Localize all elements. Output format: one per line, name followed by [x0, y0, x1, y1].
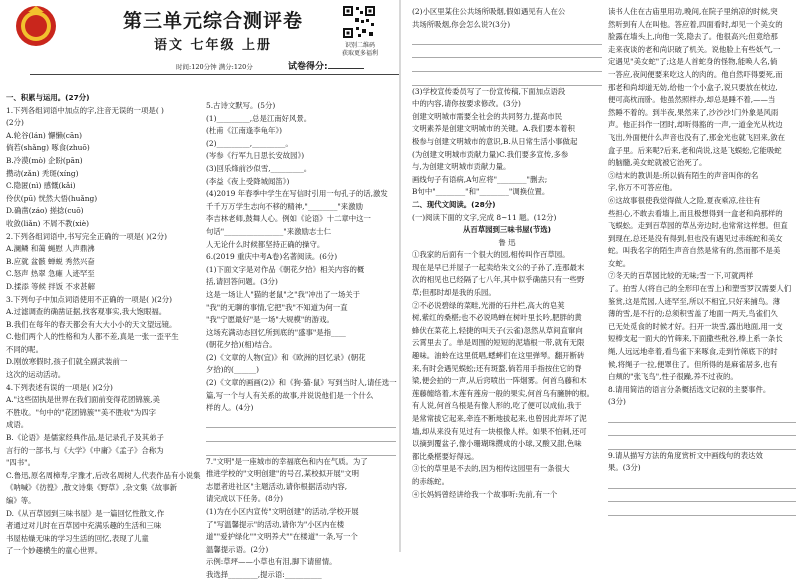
text-line: 9.请从描写方法的角度赏析文中画线句的表达效	[608, 450, 763, 460]
text-line: 然睡不着的。到半夜,果然来了,沙沙沙!门外象是风雨	[608, 107, 779, 117]
text-line: 鉴赏,这是荒园,人迹罕至,所以不相宜,只好来捕鸟。薄	[608, 296, 780, 306]
text-line: 然听到有人在叫他。答应着,四面看时,却见一个美女的	[608, 19, 783, 29]
text-line: (1)为在小区内宣传"文明创建"的活动,学校开展	[206, 507, 359, 516]
text-line: 人无论什么时候都坚持正确的操守。	[206, 239, 325, 249]
text-line: 句话"________________"来激励志士仁	[206, 226, 332, 236]
text-line: 一答应,夜间便要来吃这人的肉的。他自然吓得要死,而	[608, 69, 783, 79]
text-line: (2)_________,_________。	[206, 138, 293, 148]
text-line: 声。他正抖作一团时,却听得豁的一声,一道金光从枕边	[608, 120, 783, 130]
text-line: 这场充满动态回忆所到底的"盛事"是指____	[206, 327, 346, 337]
text-line: 到现在,总还是没有得到,但也没有遇见过赤练蛇和美女	[608, 233, 783, 243]
text-line: 蜂伏在菜花上,轻捷的叫天子(云雀)忽然从草间直窜向	[412, 325, 583, 335]
text-line: 梁,便会拍的一声,从后窍喷出一阵烟雾。何首乌藤和木	[412, 376, 587, 386]
text-line: ⑦冬天的百草园比较的无味;雪一下,可就两样	[608, 271, 754, 281]
text-line: 括,请回答问题。(3分)	[206, 277, 278, 287]
text-line: 现在是早已并屋子一起卖给朱文公的子孙了,连那最末	[412, 262, 585, 272]
section-heading: 二、现代文阅读。(28分)	[412, 199, 496, 209]
text-line: 创建文明城市需要全社会的共同努力,提高市民	[412, 111, 563, 121]
text-line: 道""爱护绿化""文明养犬""在楼道"一条,写一个	[206, 532, 358, 542]
text-line: 千千万万学生志向不移的精神,"________"来激励	[206, 201, 363, 211]
text-line: (杜甫《江南逢李龟年》)	[206, 126, 282, 136]
answer-line[interactable]	[206, 442, 396, 456]
answer-line[interactable]	[608, 423, 796, 437]
text-line: 8.请用简洁的语言分条概括选文记叙的主要事件。	[608, 384, 771, 394]
answer-line[interactable]	[412, 58, 602, 72]
text-line: ③长的草里是不去的,因为相传这园里有一条很大	[412, 464, 570, 474]
text-line: 字,你万不可答应他。	[608, 183, 677, 193]
text-line: 篇,写一个与人有关系的故事,并说说他们是一个什么	[206, 390, 374, 400]
text-line: 薄的雪,是不行的;总须积雪盖了地面一两天,鸟雀们久	[608, 309, 778, 319]
text-line: 中的内容,请你按要求修改。(3分)	[412, 99, 521, 109]
text-line: 4.下列表述有误的一项是( )(2分)	[6, 382, 113, 392]
answer-line[interactable]	[412, 31, 602, 45]
answer-line[interactable]	[608, 502, 796, 516]
text-line: (3)学校宣传委员写了一份宣传稿,下面加点语段	[412, 86, 566, 96]
right-column-1	[412, 6, 602, 501]
text-line: 成语。	[6, 420, 29, 430]
text-line: (岑参《行军九日思长安故园》)	[206, 151, 305, 161]
text-line: 的赤练蛇。	[412, 476, 449, 486]
text-line: 不同的呢。	[6, 344, 43, 354]
text-line: (2)《文章的人物(宜)》和《欧洲的回忆录》(朝花	[206, 352, 366, 362]
exam-meta: 时间:120分钟 满分:120分	[176, 63, 253, 71]
text-line: C.他们两个人的性格和为人都不差,真是一张一歪平生	[6, 332, 179, 342]
text-line: ⑤结末的教训是:所以倘有陌生的声音叫你的名	[608, 170, 759, 180]
text-line: 这次的运动活动。	[6, 370, 66, 380]
text-line: 鲁 迅	[498, 237, 516, 247]
passage-title: 从百草园到三味书屋(节选)	[462, 225, 552, 235]
answer-line[interactable]	[206, 415, 396, 429]
text-line: D.确凿(záo) 搓捻(cuō)	[6, 206, 84, 216]
text-line: 请完成以下任务。(8分)	[206, 494, 283, 504]
text-line: 走来夜谈的老和尚识破了机关。说他脸上有些妖气,一	[608, 44, 781, 54]
text-line: D.刚放寒假时,孩子们就全副武装前一	[6, 357, 128, 367]
text-line: 树,紫红的桑椹;也不必说鸣蝉在树叶里长吟,肥胖的黄	[412, 313, 582, 323]
text-line: B.冷漠(mò) 企盼(pān)	[6, 155, 83, 165]
left-column-1	[6, 92, 202, 558]
text-line: B.我们在每年的春天都会有大大小小的天文望远镜。	[6, 319, 177, 329]
score-field[interactable]: 试卷得分:	[288, 59, 364, 72]
answer-line[interactable]	[608, 489, 796, 503]
text-line: 攒动(zǎn) 秃斑(xíng)	[6, 168, 79, 178]
text-line: 盒子里。后来呢?后来,老和尚说,这是飞蜈蚣,它能吸蛇	[608, 145, 782, 155]
text-line: 夕拾)的(______)	[206, 365, 259, 375]
text-line: 定遇见"美女蛇"了;这是人首蛇身的怪物,能唤人名,倘	[608, 57, 778, 67]
text-line: 那老和尚却道无妨,给他一个小盒子,说只要放在枕边,	[608, 82, 778, 92]
text-line: 女蛇。	[608, 258, 631, 268]
text-line: 样的人。(4分)	[206, 403, 254, 413]
text-line: 志愿者进社区"主题活动,请你根据活动内容,	[206, 481, 348, 491]
text-line: 草;但那时却是我的乐园。	[412, 288, 496, 298]
text-line: (为创建文明城市贡献力量)C.我们要多宣传,多参	[412, 149, 569, 159]
text-line: 言行的一部书,与《大学》《中庸》《孟子》合称为	[6, 445, 164, 455]
text-line: 李吉林老师,鼓舞人心。例如《论语》十二章中这一	[206, 214, 371, 224]
text-line: ⑥这故事很使我觉得做人之险,夏夜乘凉,往往有	[608, 195, 761, 205]
text-line: 2.下列各组词语中,书写完全正确的一项是( )(2分)	[6, 231, 168, 241]
text-line: C.鲁迅,原名周樟寿,字豫才,后改名周树人,代表作品有小说集	[6, 470, 201, 480]
text-line: 者通过对儿时在百草园中充满乐趣的生活和三味	[6, 521, 162, 531]
section-heading: 一、积累与运用。(27分)	[6, 93, 90, 102]
page-subtitle: 语文 七年级 上册	[153, 38, 273, 53]
answer-line[interactable]	[608, 436, 796, 450]
qr-code-icon	[342, 5, 376, 39]
text-line: 读书人住在古庙里用功,晚间,在院子里纳凉的时候,突	[608, 7, 778, 16]
text-line: 1.下列各组词语中加点的字,注音无误的一项是( )	[6, 105, 164, 115]
text-line: (2)小区里某住公共场所吸烟,假如遇见有人在公	[412, 7, 566, 16]
text-line: 推进学校的"文明创建"的号召,某校拟开展"文明	[206, 469, 359, 479]
text-line: (朝花夕拾)(相)结合。	[206, 340, 277, 350]
text-line: 7."文明"是一座城市的幸福底色和内在气质。为了	[206, 456, 368, 466]
text-line: A."这些固执是世界在我们面前变得花团锦簇,美	[6, 395, 160, 405]
text-line: A.轮谷(lán) 懈懒(cān)	[6, 130, 82, 140]
text-line: 已无处觅食的时候才好。扫开一块雪,露出地面,用一支	[608, 321, 783, 331]
text-line: 飞出,外面便什么声音也没有了,那金光也就飞回来,敛在	[608, 132, 786, 142]
text-line: 6.(2019 重庆中考A卷)名著阅读。(6分)	[206, 252, 338, 262]
text-line: 云霄里去了。单是周围的短短的泥墙根一带,就有无限	[412, 338, 585, 348]
text-line: ②不必说碧绿的菜畦,光滑的石井栏,高大的皂荚	[412, 300, 565, 310]
text-line: 书屋枯燥无味的学习生活的回忆,表现了儿童	[6, 533, 149, 543]
text-line: 温馨提示语。(2分)	[206, 544, 269, 554]
text-line: 果。(3分)	[608, 463, 641, 473]
text-line: (3分)	[608, 397, 626, 407]
text-line: (2分)	[6, 118, 24, 128]
text-line: D.《从百草园到三味书屋》是一篇回忆性散文,作	[6, 508, 165, 518]
text-line: 文明素养是创建文明城市的关键。A.我们要本着积	[412, 124, 575, 134]
text-line: 示例:草坪——小草也有泪,脚下请留情。	[206, 557, 337, 567]
answer-line[interactable]	[608, 409, 796, 423]
text-line: (1)_________,总是江南好风景。	[206, 113, 312, 123]
text-line: 这是一场让人"猫的老鼠"之"我"冲出了一场关于	[206, 289, 361, 299]
text-line: 共场所吸烟,你会怎么说?(3分)	[412, 19, 511, 29]
text-line: B.《论语》是儒家经典作品,是记录孔子及其弟子	[6, 433, 164, 443]
text-line: 次的相见也已经隔了七八年,其中似乎确凿只有一些野	[412, 275, 585, 285]
text-line: 3.下列句子中加点词语使用不正确的一项是( )(2分)	[6, 294, 173, 304]
brand-badge-icon	[14, 4, 58, 48]
text-line: 莲藤缠络着,木莲有莲房一般的果实,何首乌有臃肿的根。	[412, 388, 595, 398]
text-line: 与,为创建文明城市贡献力量。	[412, 162, 511, 172]
text-line: 蛇。叫我名字的陌生声音自然是常有的,然而都不是美	[608, 246, 781, 256]
text-line: D.揉添 等候 拌饭 不求甚解	[6, 281, 95, 291]
text-line: 以摘到覆盆子,像小珊瑚珠攒成的小球,又酸又甜,色味	[412, 439, 582, 449]
text-line: 都比桑椹要好得远。	[412, 451, 479, 461]
text-line: 极参与创建文明城市的意识,B.从日常生活小事做起	[412, 136, 578, 146]
text-line: ①我家的后面有一个很大的园,相传叫作百草园。	[412, 250, 570, 260]
left-page	[0, 0, 400, 579]
text-line: 候,将绳子一拉,便罩住了。但所得的是麻雀居多,也有	[608, 359, 778, 369]
text-line: 倘若(shǎng) 啄食(zhuō)	[6, 143, 90, 153]
header-divider	[30, 74, 400, 75]
text-line: 5.古诗文默写。(5分)	[206, 101, 276, 110]
text-line: C.怒声 热翠 急瘫 人迹罕至	[6, 269, 95, 279]
text-line: 脸露在墙头上,向他一笑,隐去了。他很高兴;但竟给那	[608, 32, 778, 42]
text-line: (2)《文章的画画(2)》和《狗·猫·鼠》写到当时人,请任选一	[206, 378, 397, 388]
text-line: (4)2019 年春季中学生在写信时引用一句孔子的话,激发	[206, 189, 388, 199]
text-line: 短棒支起一面大的竹筛来,下面撒些秕谷,棒上系一条长	[608, 334, 783, 344]
text-line: 便可高枕而卧。他虽然照样办,却总是睡不着,——当	[608, 95, 776, 105]
text-line: 来,有时会遇见蜈蚣;还有斑蝥,倘若用手指按住它的脊	[412, 363, 582, 373]
answer-line[interactable]	[608, 475, 796, 489]
text-line: 不胜收。"句中的"花团锦簇""美不胜收"为四字	[6, 407, 157, 417]
text-line: B.应就 盆骸 蝉蜕 秀然兴奋	[6, 256, 95, 266]
text-line: 我选择________,提示语:__________	[206, 569, 322, 579]
text-line: 编》等。	[6, 496, 36, 505]
page-title: 第三单元综合测评卷	[122, 10, 303, 32]
answer-line[interactable]	[412, 72, 602, 86]
text-line: 《呐喊》《彷徨》,散文诗集《野草》,杂文集《故事新	[6, 483, 177, 493]
text-line: "我"的无聊的事情,它把"我"不知道为何一直	[206, 302, 348, 312]
text-line: 画线句子有语病,A句应将"________"删去;	[412, 174, 548, 184]
right-column-2	[608, 6, 796, 516]
left-column-2	[206, 100, 396, 582]
text-line: 的脑髓,美女蛇就被它治死了。	[608, 158, 707, 168]
text-line: "四书"。	[6, 458, 35, 468]
text-line: 白颊的"张飞鸟",性子很躁,养不过夜的。	[608, 372, 738, 382]
text-line: A.过滤调查的确凿证据,找客观事实,我大饱眼福。	[6, 307, 167, 317]
text-line: 飞蜈蚣。走到百草园的草丛旁边时,也常常这样想。但直	[608, 221, 788, 231]
text-line: 绳,人远远地牵着,看鸟雀下来啄食,走到竹筛底下的时	[608, 347, 778, 357]
text-line: C.隐匿(nì) 感慨(kǎi)	[6, 181, 76, 191]
text-line: 有人说,何首乌根是有像人形的,吃了便可以成仙,我于	[412, 401, 582, 411]
text-line: 了一个妙趣横生的童心世界。	[6, 546, 103, 556]
text-line: ④长妈妈曾经讲给我一个故事听:先前,有一个	[412, 489, 558, 499]
text-line: B句中"________"和"________"调换位置。	[412, 187, 550, 197]
text-line: 收敛(liǎn) 不屑不教(xiè)	[6, 218, 90, 228]
text-line: (李益《夜上受降城闻笛》)	[206, 176, 290, 186]
text-line: (1)下面文字是对作品《朝花夕拾》相关内容的概	[206, 264, 365, 274]
text-line: A.澜鳞 和蔼 蝇慰 人声鼎沸	[6, 244, 95, 254]
text-line: (一)阅读下面的文字,完成 8~11 题。(12分)	[412, 212, 557, 222]
answer-line[interactable]	[412, 45, 602, 59]
text-line: (3)回乐烽前沙似雪,_________。	[206, 163, 312, 173]
text-line: 墙,却从来没有见过有一块根像人样。如果不怕刺,还可	[412, 426, 587, 436]
qr-caption: 识别二维码 获取更多福利	[341, 42, 378, 57]
text-line: "我"宁愿最好"是一场"大规模"的游戏。	[206, 315, 334, 325]
right-page	[400, 0, 800, 552]
text-line: 了。拍雪人(将自己的全形印在雪上)和塑雪罗汉需要人们	[608, 284, 792, 294]
text-line: 趣味。油蛉在这里低唱,蟋蟀们在这里弹琴。翻开断砖	[412, 351, 585, 361]
text-line: 是常常拔它起来,牵连不断地拔起来,也曾因此弄坏了泥	[412, 414, 587, 423]
text-line: 了"写温馨提示"的活动,请你为"小区内在楼	[206, 519, 345, 529]
text-line: 伶伏(pū) 恍然大悟(huǎng)	[6, 193, 98, 203]
answer-line[interactable]	[206, 428, 396, 442]
text-line: 些担心,不敢去看墙上,而且极想得到一盒老和尚那样的	[608, 208, 783, 218]
